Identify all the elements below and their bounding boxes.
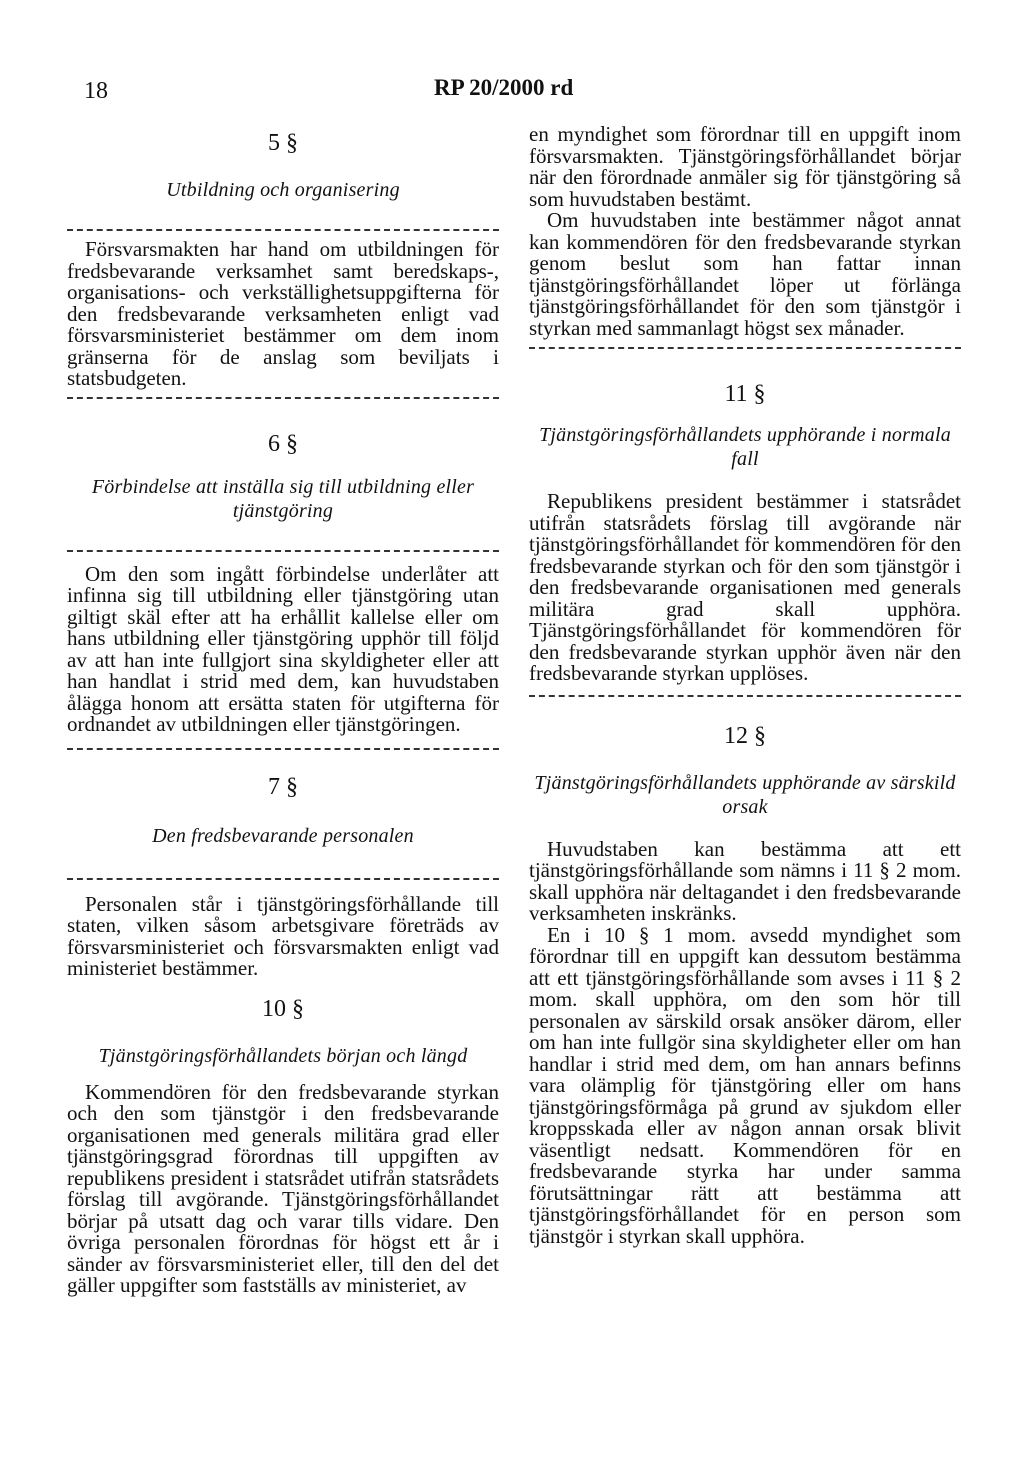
section-12-heading: Tjänstgöringsförhållandets upphörande av särskild orsak [534,771,956,818]
section-11-number: 11 § [724,381,766,407]
section-10-paragraph-2: Om huvudstaben inte bestämmer något annat kan kommendören för den fredsbevarande styrkan genom beslut som han fattar innan tjänstgöringsförhållandet löper ut förlänga tjänstgöringsförhållandet för den som tjänstgör i styrkan med sammanlagt högst sex månader. [529,208,961,340]
section-10-text: Kommendören för den fredsbevarande styrkan och den som tjänstgör i den fredsbevarande organisationen med generals militära grad eller tjänstgöringsgrad förordnas till uppgiften av republikens president i statsrådet utifrån statsrådets förslag till avgörande. Tjänstgöringsförhållandet börjar på utsatt dag och varar tills vidare. Den övriga personalen förordnas för högst ett år i sänder av försvarsministeriet eller, till den del det gäller uppgifter som fastställs av ministeriet, av [67,1079,499,1297]
running-head: RP 20/2000 rd [434,75,574,100]
section-6-text: Om den som ingått förbindelse underlåter att infinna sig till utbildning eller tjänstgöring utan giltigt skäl efter att ha erhållit kallelse eller om hans utbildning eller tjänstgöring upphör till följd av att han inte fullgjort sina skyldigheter eller att han handlat i strid med dem, kan huvudstaben ålägga honom att ersätta staten för utgifterna för ordnandet av utbildningen eller tjänstgöringen. [67,561,499,736]
section-10-number: 10 § [262,995,304,1022]
section-12-paragraph-1: Huvudstaben kan bestämma att ett tjänstgöringsförhållande som nämns i 11 § 2 mom. skall upphöra när deltagandet i den fredsbevarande verksamheten inskränks. [529,836,961,925]
section-12-number: 12 § [724,722,766,749]
dashed-rule [67,397,499,399]
section-7-text: Personalen står i tjänstgöringsförhållande till staten, vilken såsom arbetsgivare företräds av försvarsministeriet och försvarsmakten enligt vad ministeriet bestämmer. [67,891,499,980]
page-number: 18 [84,78,108,104]
section-5-number: 5 § [268,130,298,156]
dashed-rule [67,878,499,880]
section-7-number: 7 § [268,773,298,800]
section-5-text: Försvarsmakten har hand om utbildningen för fredsbevarande verksamhet samt beredskaps-, organisations- och verkställighetsuppgifterna för den fredsbevarande verksamheten enligt vad försvarsministeriet bestämmer om dem inom gränserna för de anslag som beviljats i statsbudgeten. [67,237,499,390]
dashed-rule [529,695,961,697]
section-10-continuation: en myndighet som förordnar till en uppgift inom försvarsmakten. Tjänstgöringsförhållandet börjar när den förordnade anmäler sig för tjänstgöring så som huvudstaben bestämt. [529,122,961,211]
dashed-rule [529,347,961,349]
dashed-rule [67,550,499,552]
section-6-heading: Förbindelse att inställa sig till utbildning eller tjänstgöring [91,475,475,522]
section-7-heading: Den fredsbevarande personalen [152,824,414,847]
section-5-heading: Utbildning och organisering [166,179,400,201]
dashed-rule [67,748,499,750]
dashed-rule [67,229,499,231]
section-6-number: 6 § [268,430,298,457]
section-10-heading: Tjänstgöringsförhållandets början och längd [98,1044,468,1067]
left-column [67,118,499,1297]
section-11-heading: Tjänstgöringsförhållandets upphörande i normala fall [539,424,951,470]
right-column [529,118,961,1247]
section-11-text: Republikens president bestämmer i statsrådet utifrån statsrådets förslag till avgörande när tjänstgöringsförhållandet för kommendören för den fredsbevarande styrkan och för den som tjänstgör i den fredsbevarande organisationen med generals militära grad skall upphöra. Tjänstgöringsförhållandet för kommendören för den fredsbevarande styrkan upphör även när den fredsbevarande styrkan upplöses. [529,489,961,685]
section-12-paragraph-2: En i 10 § 1 mom. avsedd myndighet som förordnar till en uppgift kan dessutom bestämma att ett tjänstgöringsförhållande som avses i 11 § 2 mom. skall upphöra, om den som hör till personalen av särskild orsak ansöker därom, eller om han inte fullgör sina skyldigheter eller om han handlar i strid med dem, om han annars befinns vara olämplig för tjänstgöring eller om hans tjänstgöringsförmåga på grund av sjukdom eller kroppsskada eller av någon annan orsak blivit väsentligt nedsatt. Kommendören för en fredsbevarande styrka har under samma förutsättningar rätt att bestämma att tjänstgöringsförhållandet för en person som tjänstgör i styrkan skall upphöra. [529,922,961,1248]
